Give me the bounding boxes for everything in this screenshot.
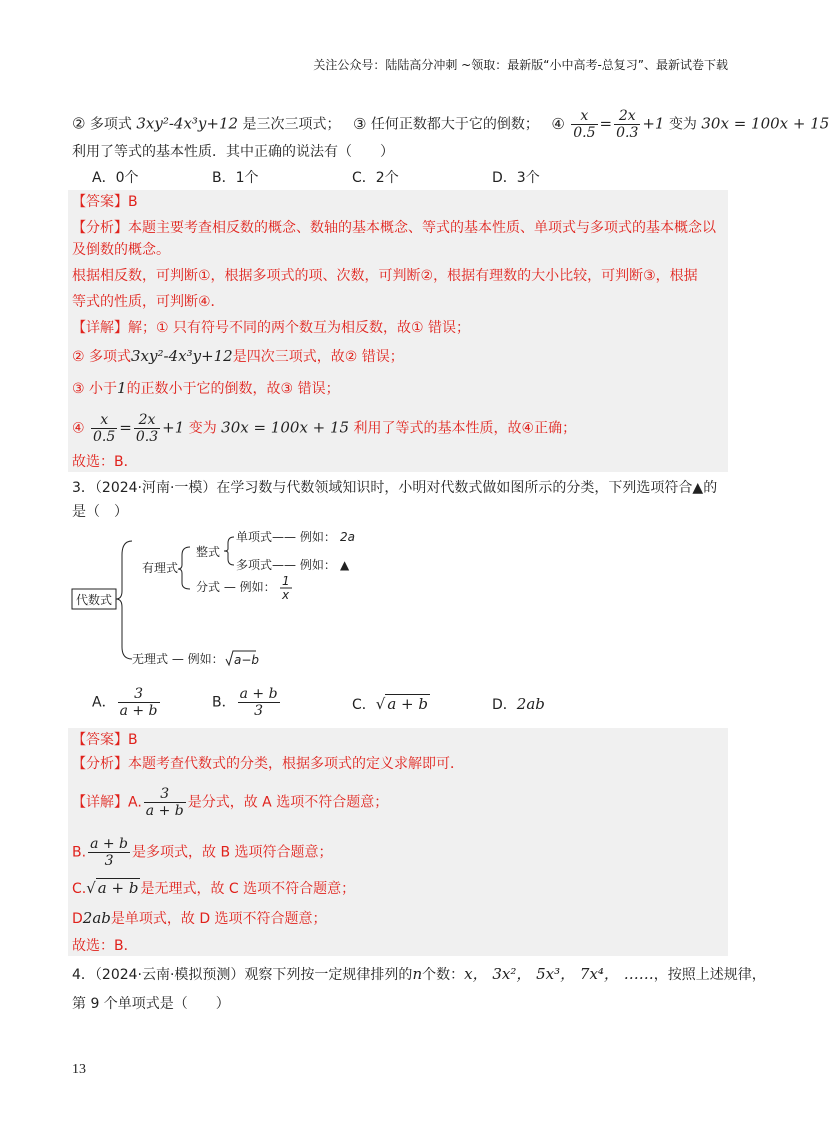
page-number: 13 [72,1062,86,1077]
fraction-2x-over-0.3: $\frac{2x}{0.3}$ [135,412,159,445]
q2-analysis-4: 等式的性质，可判断④． [72,294,225,310]
item-2-text: 多项式 [89,116,132,133]
q3-detail-d: D2ab是单项式，故 D 选项不符合题意； [72,909,327,927]
q3-detail-b: B. $\frac{a + b}{3}$ 是多项式，故 B 选项符合题意； [72,836,333,869]
fraction-example-num: 1 [282,574,290,588]
item-4-number: ④ [551,114,565,133]
q3-stem-1: 3．（2024·河南·一模）在学习数与代数领域知识时，小明对代数式做如图所示的分类，下列选项符合▲的 [72,480,718,496]
item-2-text-end: 是三次三项式； [242,116,341,133]
main-brace [116,541,132,659]
q2-option-a: A．0个 [92,170,139,186]
q2-detail-2: ② 多项式3xy²-4x³y+12是四次三项式，故② 错误； [72,347,404,365]
item-3-text: 任何正数都大于它的倒数； [370,116,539,133]
q2-analysis-1: 【分析】本题主要考查相反数的概念、数轴的基本概念、等式的基本性质、单项式与多项式的基本概念以 [72,220,716,236]
monomial-example: 2a [340,530,355,544]
q2-detail-4: ④ $\frac{x}{0.5}$ = $\frac{2x}{0.3}$ +1 变为 30x = 100x + 15 利用了等式的基本性质，故④正确； [72,412,577,445]
triangle-icon: ▲ [340,558,350,572]
q3-analysis: 【分析】本题考查代数式的分类，根据多项式的定义求解即可． [72,756,464,772]
polynomial-label: 多项式—— 例如： [236,558,336,572]
page-header: 关注公众号：陆陆高分冲刺 ~领取：最新版“小中高考-总复习”、最新试卷下载 [313,58,728,72]
rational-label: 有理式 [142,561,179,575]
item-4-text: 变为 [668,116,697,133]
q2-detail-3: ③ 小于1的正数小于它的倒数，故③ 错误； [72,379,340,397]
q2-option-c: C．2个 [352,170,399,186]
q3-option-c: C．√ a + b [352,695,428,713]
equals-sign: = [599,114,613,133]
q3-option-d: D．2ab [492,695,545,713]
q2-analysis-3: 根据相反数，可判断①，根据多项式的项、次数，可判断②，根据有理数的大小比较，可判断③，根据 [72,268,698,284]
integral-brace [224,537,234,565]
fraction-x-over-0.5: $\frac{x}{0.5}$ [573,108,596,141]
fraction-2x-over-0.3: $\frac{2x}{0.3}$ [616,108,639,141]
root-label: 代数式 [76,593,113,607]
rational-brace [178,547,190,589]
q3-option-b: B． $\frac{a + b}{3}$ [212,686,278,719]
item-2-expression: 3xy²-4x³y+12 [136,114,239,133]
item-3-number: ③ [352,114,367,133]
monomial-label: 单项式—— 例如： [236,530,336,544]
plus-one: +1 [642,114,665,133]
q4-stem-1: 4．（2024·云南·模拟预测）观察下列按一定规律排列的n个数：x， 3x²， 5x³， 7x⁴， ……，按照上述规律， [72,965,766,983]
irrational-example: a−b [234,653,260,667]
integral-label: 整式 [196,545,221,559]
item-4-result: 30x = 100x + 15 [701,114,829,133]
fraction-x-over-0.5: $\frac{x}{0.5}$ [93,412,116,445]
fraction-label: 分式 — 例如： [196,580,276,594]
q2-detail-1: 【详解】解；① 只有符号不同的两个数互为相反数，故① 错误； [72,320,471,336]
q3-answer: 【答案】B [72,732,138,748]
item-2-number: ② [72,114,86,133]
q2-answer: 【答案】B [72,194,138,210]
q3-detail-a: 【详解】A. $\frac{3}{a + b}$ 是分式，故 A 选项不符合题意； [72,786,389,819]
q3-option-a: A． $\frac{3}{a + b}$ [92,686,158,719]
q2-option-b: B．1个 [212,170,259,186]
fraction-example-den: x [282,588,290,602]
irrational-label: 无理式 — 例如： [132,652,224,666]
q2-option-d: D．3个 [492,170,540,186]
q3-detail-c: C.√ a + b 是无理式，故 C 选项不符合题意； [72,879,356,897]
q4-stem-2: 第 9 个单项式是（ ） [72,996,230,1012]
q2-choose: 故选：B． [72,454,138,470]
q2-analysis-2: 及倒数的概念。 [72,242,170,258]
q2-statements-line [72,108,829,141]
classification-diagram [70,525,390,670]
q2-stem-end: 利用了等式的基本性质．其中正确的说法有（ ） [72,144,394,160]
q3-stem-2: 是（ ） [72,504,128,520]
q3-choose: 故选：B． [72,938,138,954]
